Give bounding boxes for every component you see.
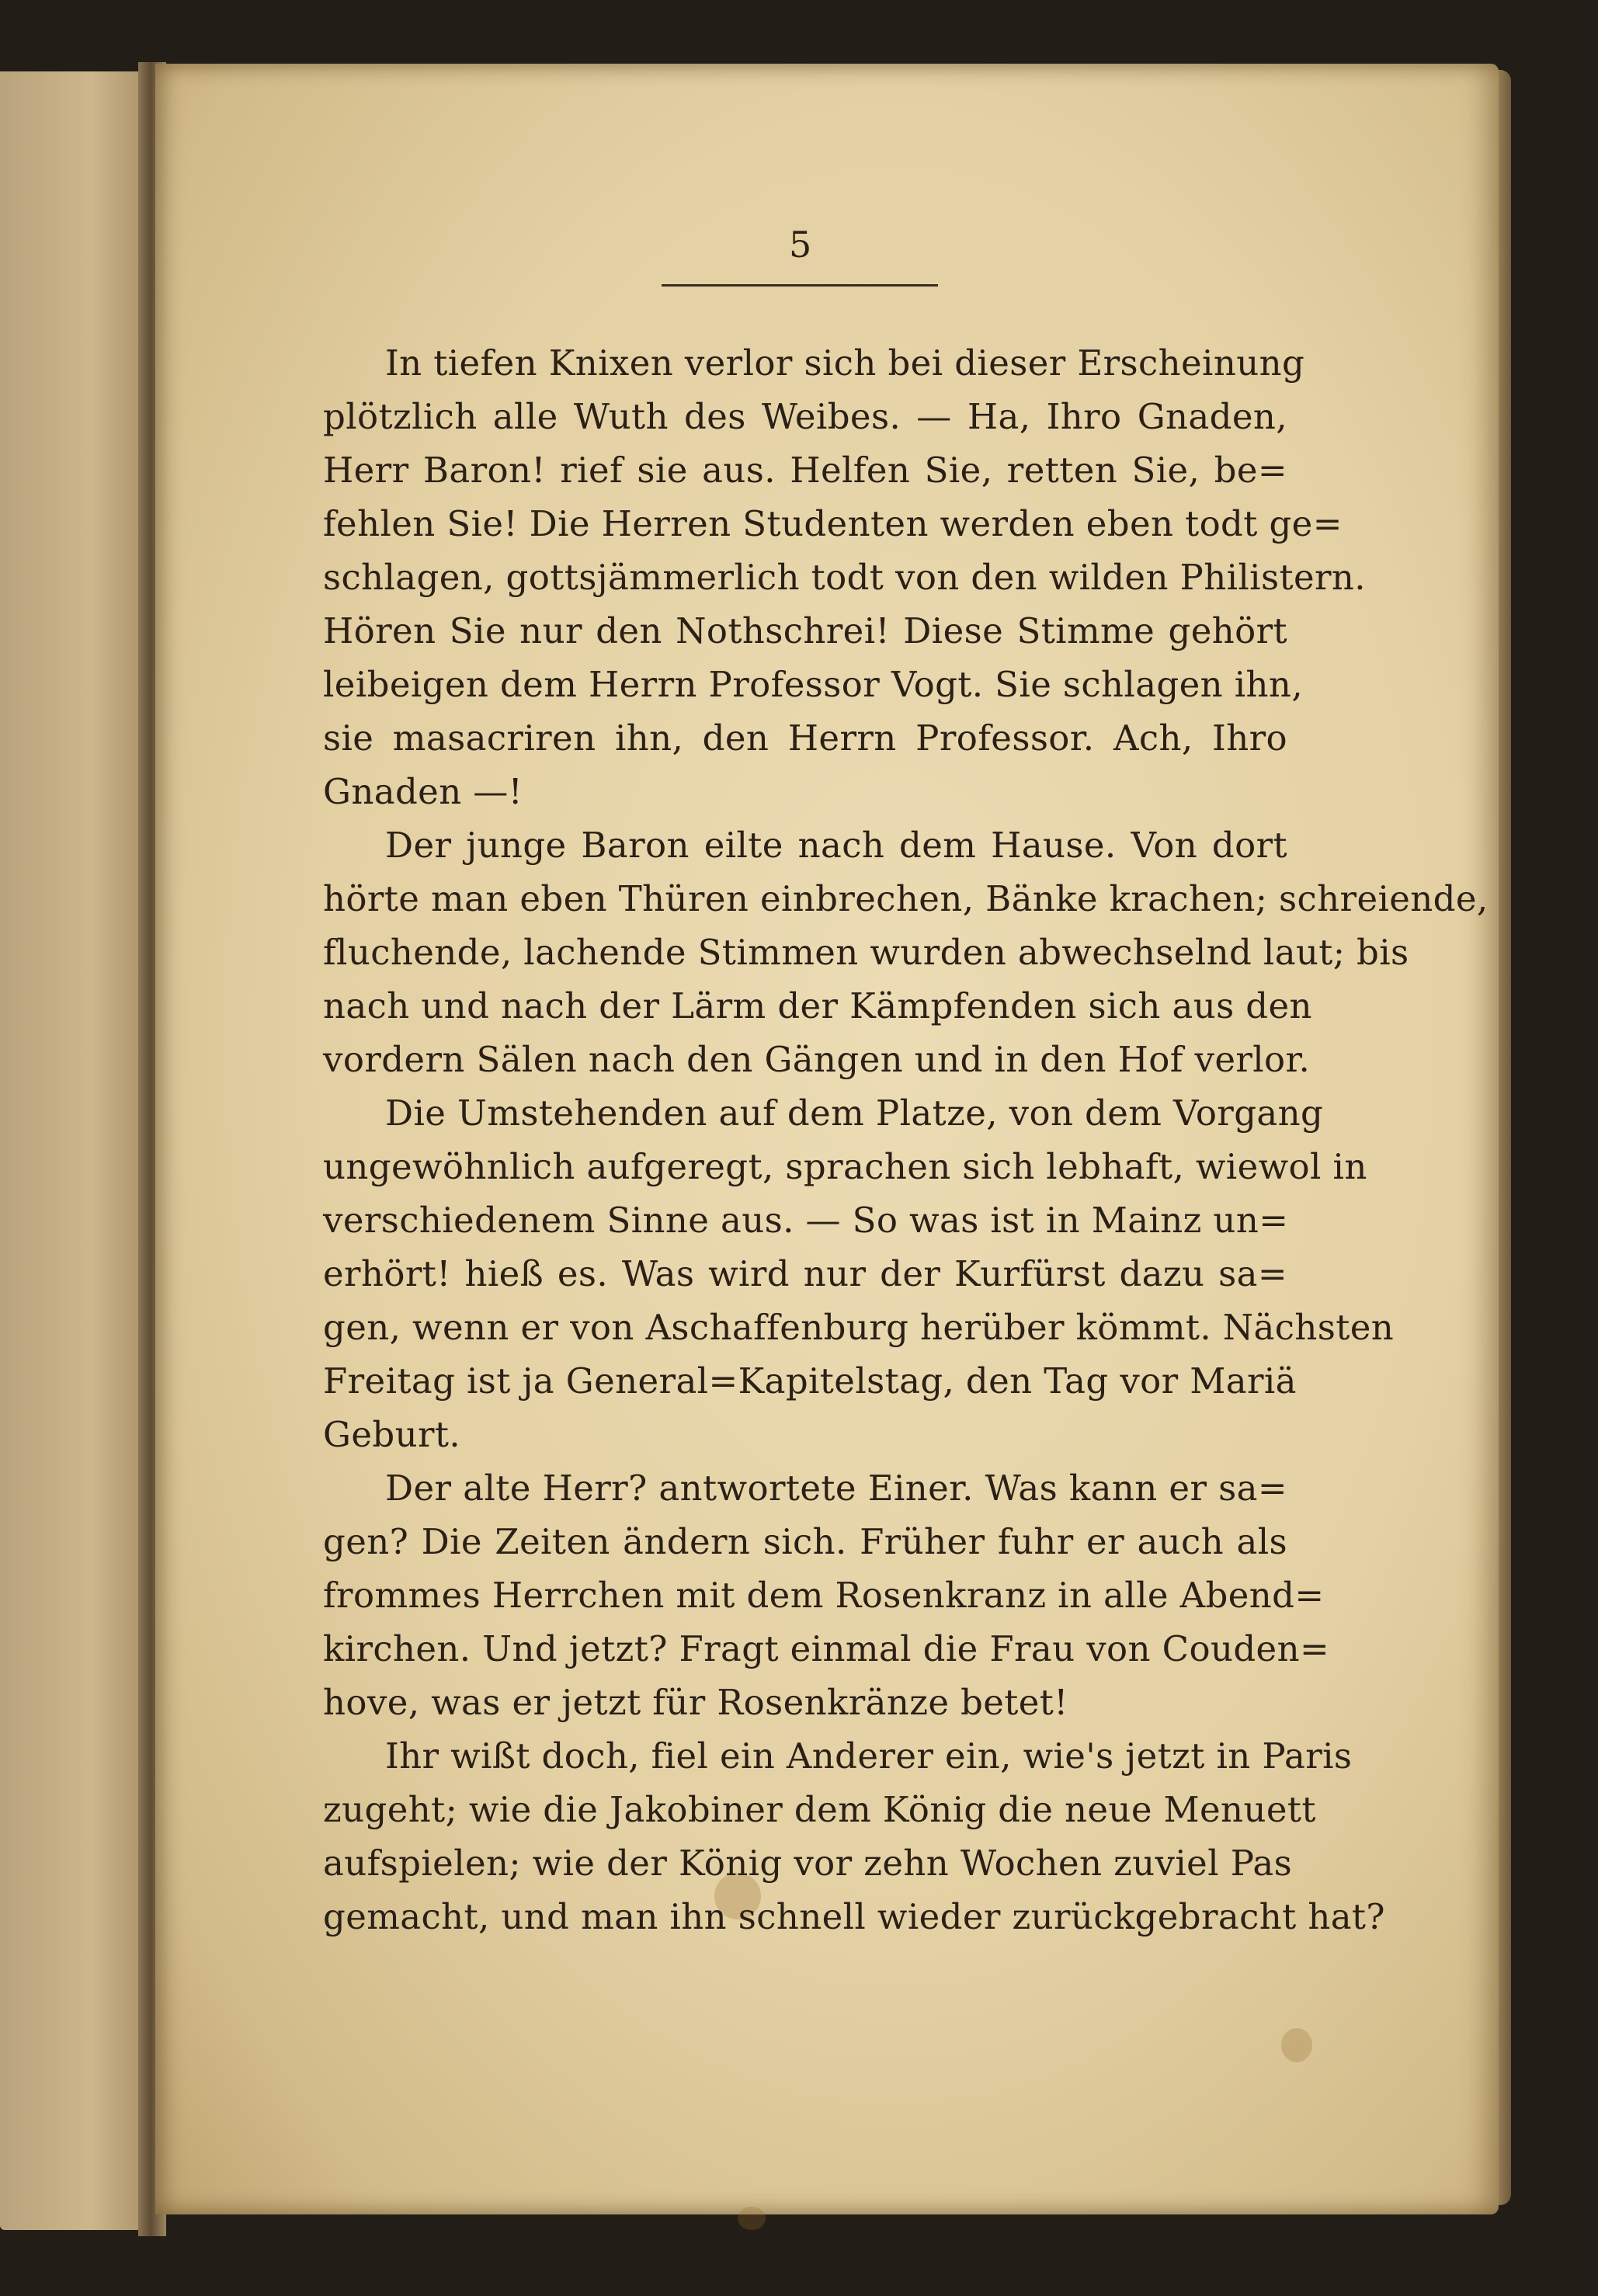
text-line: gemacht, und man ihn schnell wieder zurückgebracht hat?	[323, 1896, 1385, 1937]
text-line: Hören Sie nur den Nothschrei! Diese Stimme gehört	[323, 610, 1287, 651]
text-line: hove, was er jetzt für Rosenkränze betet!	[323, 1682, 1068, 1723]
text-line: In tiefen Knixen verlor sich bei dieser Erscheinung	[385, 342, 1305, 384]
text-line: verschiedenem Sinne aus. — So was ist in Mainz un=	[323, 1200, 1289, 1241]
text-line: nach und nach der Lärm der Kämpfenden sich aus den	[323, 985, 1312, 1026]
text-line: kirchen. Und jetzt? Fragt einmal die Frau von Couden=	[323, 1628, 1330, 1669]
text-line: vordern Sälen nach den Gängen und in den Hof verlor.	[323, 1039, 1311, 1080]
text-line: Herr Baron! rief sie aus. Helfen Sie, retten Sie, be=	[323, 450, 1287, 491]
text-line: fluchende, lachende Stimmen wurden abwechselnd laut; bis	[323, 932, 1409, 973]
paper-stain	[738, 2207, 766, 2230]
text-line: fehlen Sie! Die Herren Studenten werden eben todt ge=	[323, 503, 1343, 544]
text-line: leibeigen dem Herrn Professor Vogt. Sie schlagen ihn,	[323, 664, 1304, 705]
text-line: zugeht; wie die Jakobiner dem König die neue Menuett	[323, 1789, 1316, 1830]
text-line: erhört! hieß es. Was wird nur der Kurfürst dazu sa=	[323, 1253, 1287, 1294]
text-line: aufspielen; wie der König vor zehn Wochen zuviel Pas	[323, 1843, 1293, 1884]
text-line: Geburt.	[323, 1414, 461, 1455]
text-line: frommes Herrchen mit dem Rosenkranz in alle Abend=	[323, 1575, 1325, 1616]
text-line: hörte man eben Thüren einbrechen, Bänke krachen; schreiende,	[323, 878, 1489, 919]
text-line: Freitag ist ja General=Kapitelstag, den Tag vor Mariä	[323, 1360, 1297, 1402]
text-line: ungewöhnlich aufgeregt, sprachen sich lebhaft, wiewol in	[323, 1146, 1367, 1187]
text-line: gen? Die Zeiten ändern sich. Früher fuhr er auch als	[323, 1521, 1287, 1562]
facing-page-edge	[0, 71, 152, 2230]
text-line: Der junge Baron eilte nach dem Hause. Von dort	[385, 825, 1287, 866]
text-line: Ihr wißt doch, fiel ein Anderer ein, wie's jetzt in Paris	[385, 1735, 1353, 1777]
text-line: Gnaden —!	[323, 771, 523, 812]
header-rule	[662, 284, 938, 287]
text-line: sie masacriren ihn, den Herrn Professor. Ach, Ihro	[323, 717, 1287, 759]
text-line: Die Umstehenden auf dem Platze, von dem Vorgang	[385, 1092, 1324, 1134]
text-line: plötzlich alle Wuth des Weibes. — Ha, Ihro Gnaden,	[323, 396, 1287, 437]
text-line: Der alte Herr? antwortete Einer. Was kann er sa=	[385, 1468, 1287, 1509]
text-line: schlagen, gottsjämmerlich todt von den wilden Philistern.	[323, 557, 1366, 598]
text-line: gen, wenn er von Aschaffenburg herüber kömmt. Nächsten	[323, 1307, 1395, 1348]
paper-stain	[1281, 2028, 1312, 2062]
